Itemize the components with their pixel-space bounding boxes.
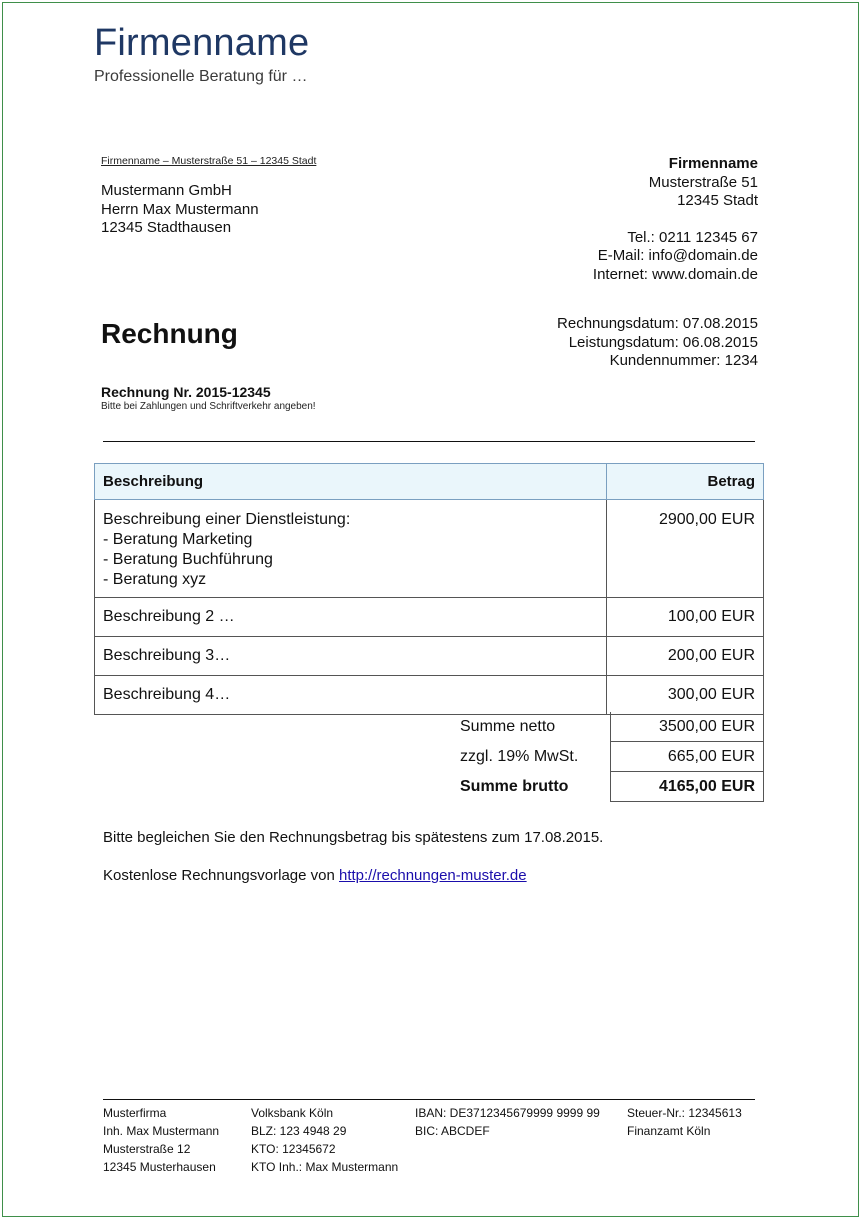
company-tagline: Professionelle Beratung für … — [94, 68, 308, 85]
footer-line: Musterfirma — [103, 1106, 167, 1120]
column-header-amount: Betrag — [607, 464, 764, 500]
item-amount: 100,00 EUR — [607, 598, 764, 637]
footer-line: BLZ: 123 4948 29 — [251, 1124, 347, 1138]
totals-row-net — [448, 712, 764, 742]
footer-divider — [103, 1099, 755, 1100]
gross-total-value: 4165,00 EUR — [611, 772, 764, 802]
item-description — [95, 500, 607, 598]
totals-row-gross — [448, 772, 764, 802]
footer-line: KTO Inh.: Max Mustermann — [251, 1160, 399, 1174]
item-description-line: - Beratung Buchführung — [103, 551, 273, 568]
gross-total-label: Summe brutto — [460, 777, 569, 795]
contact-email: E-Mail: info@domain.de — [597, 247, 758, 264]
sender-contact-block — [593, 155, 758, 284]
template-note — [103, 867, 527, 884]
footer-line: 12345 Musterhausen — [103, 1160, 216, 1174]
footer-line: IBAN: DE3712345679999 9999 99 — [415, 1106, 600, 1120]
template-note-text: Kostenlose Rechnungsvorlage von — [103, 867, 339, 884]
table-row — [95, 500, 764, 598]
footer-line: KTO: 12345672 — [251, 1142, 336, 1156]
item-amount: 2900,00 EUR — [607, 500, 764, 598]
item-amount: 300,00 EUR — [607, 676, 764, 715]
footer-line: Musterstraße 12 — [103, 1142, 191, 1156]
footer-tax — [627, 1104, 742, 1140]
contact-phone: Tel.: 0211 12345 67 — [627, 228, 758, 246]
vat-label: zzgl. 19% MwSt. — [460, 747, 579, 765]
service-date: Leistungsdatum: 06.08.2015 — [568, 333, 758, 351]
footer-line: Volksbank Köln — [251, 1106, 334, 1120]
footer-bank — [251, 1104, 398, 1176]
recipient-address — [101, 182, 259, 238]
customer-number: Kundennummer: 1234 — [609, 352, 758, 369]
item-description: Beschreibung 4… — [95, 676, 607, 715]
contact-city: 12345 Stadt — [677, 192, 758, 209]
sender-return-line: Firmenname – Musterstraße 51 – 12345 Stadt — [101, 155, 317, 167]
footer-line: Inh. Max Mustermann — [103, 1124, 220, 1138]
table-row — [95, 676, 764, 715]
contact-internet: Internet: www.domain.de — [592, 265, 758, 283]
totals-table — [448, 712, 764, 802]
footer-company — [103, 1104, 219, 1176]
table-row — [95, 637, 764, 676]
footer-line: Steuer-Nr.: 12345613 — [627, 1106, 742, 1120]
recipient-person: Herrn Max Mustermann — [101, 200, 259, 218]
item-description: Beschreibung 2 … — [95, 598, 607, 637]
vat-value: 665,00 EUR — [611, 742, 764, 772]
line-items-table — [94, 463, 764, 715]
invoice-date: Rechnungsdatum: 07.08.2015 — [557, 315, 758, 332]
totals-row-vat — [448, 742, 764, 772]
footer-line: Finanzamt Köln — [627, 1124, 711, 1138]
contact-company-name: Firmenname — [668, 155, 758, 172]
contact-street: Musterstraße 51 — [648, 173, 758, 191]
column-header-description: Beschreibung — [95, 464, 607, 500]
footer-line: BIC: ABCDEF — [415, 1124, 490, 1138]
template-link[interactable]: http://rechnungen-muster.de — [339, 867, 527, 884]
table-header-row — [95, 464, 764, 500]
divider-line — [103, 441, 755, 442]
company-logo-name: Firmenname — [94, 22, 310, 64]
table-row — [95, 598, 764, 637]
invoice-number: Rechnung Nr. 2015-12345 — [101, 384, 271, 400]
recipient-company: Mustermann GmbH — [101, 182, 232, 199]
document-title: Rechnung — [101, 318, 238, 349]
invoice-dates — [557, 315, 758, 371]
invoice-number-hint: Bitte bei Zahlungen und Schriftverkehr angeben! — [101, 401, 316, 412]
item-amount: 200,00 EUR — [607, 637, 764, 676]
recipient-city: 12345 Stadthausen — [101, 219, 232, 236]
item-description-line: - Beratung xyz — [103, 571, 207, 588]
footer-iban — [415, 1104, 600, 1140]
net-total-value: 3500,00 EUR — [611, 712, 764, 742]
item-description: Beschreibung 3… — [95, 637, 607, 676]
item-description-line: Beschreibung einer Dienstleistung: — [103, 511, 351, 528]
net-total-label: Summe netto — [460, 717, 556, 735]
item-description-line: - Beratung Marketing — [103, 531, 253, 548]
payment-note: Bitte begleichen Sie den Rechnungsbetrag bis spätestens zum 17.08.2015. — [103, 829, 604, 846]
